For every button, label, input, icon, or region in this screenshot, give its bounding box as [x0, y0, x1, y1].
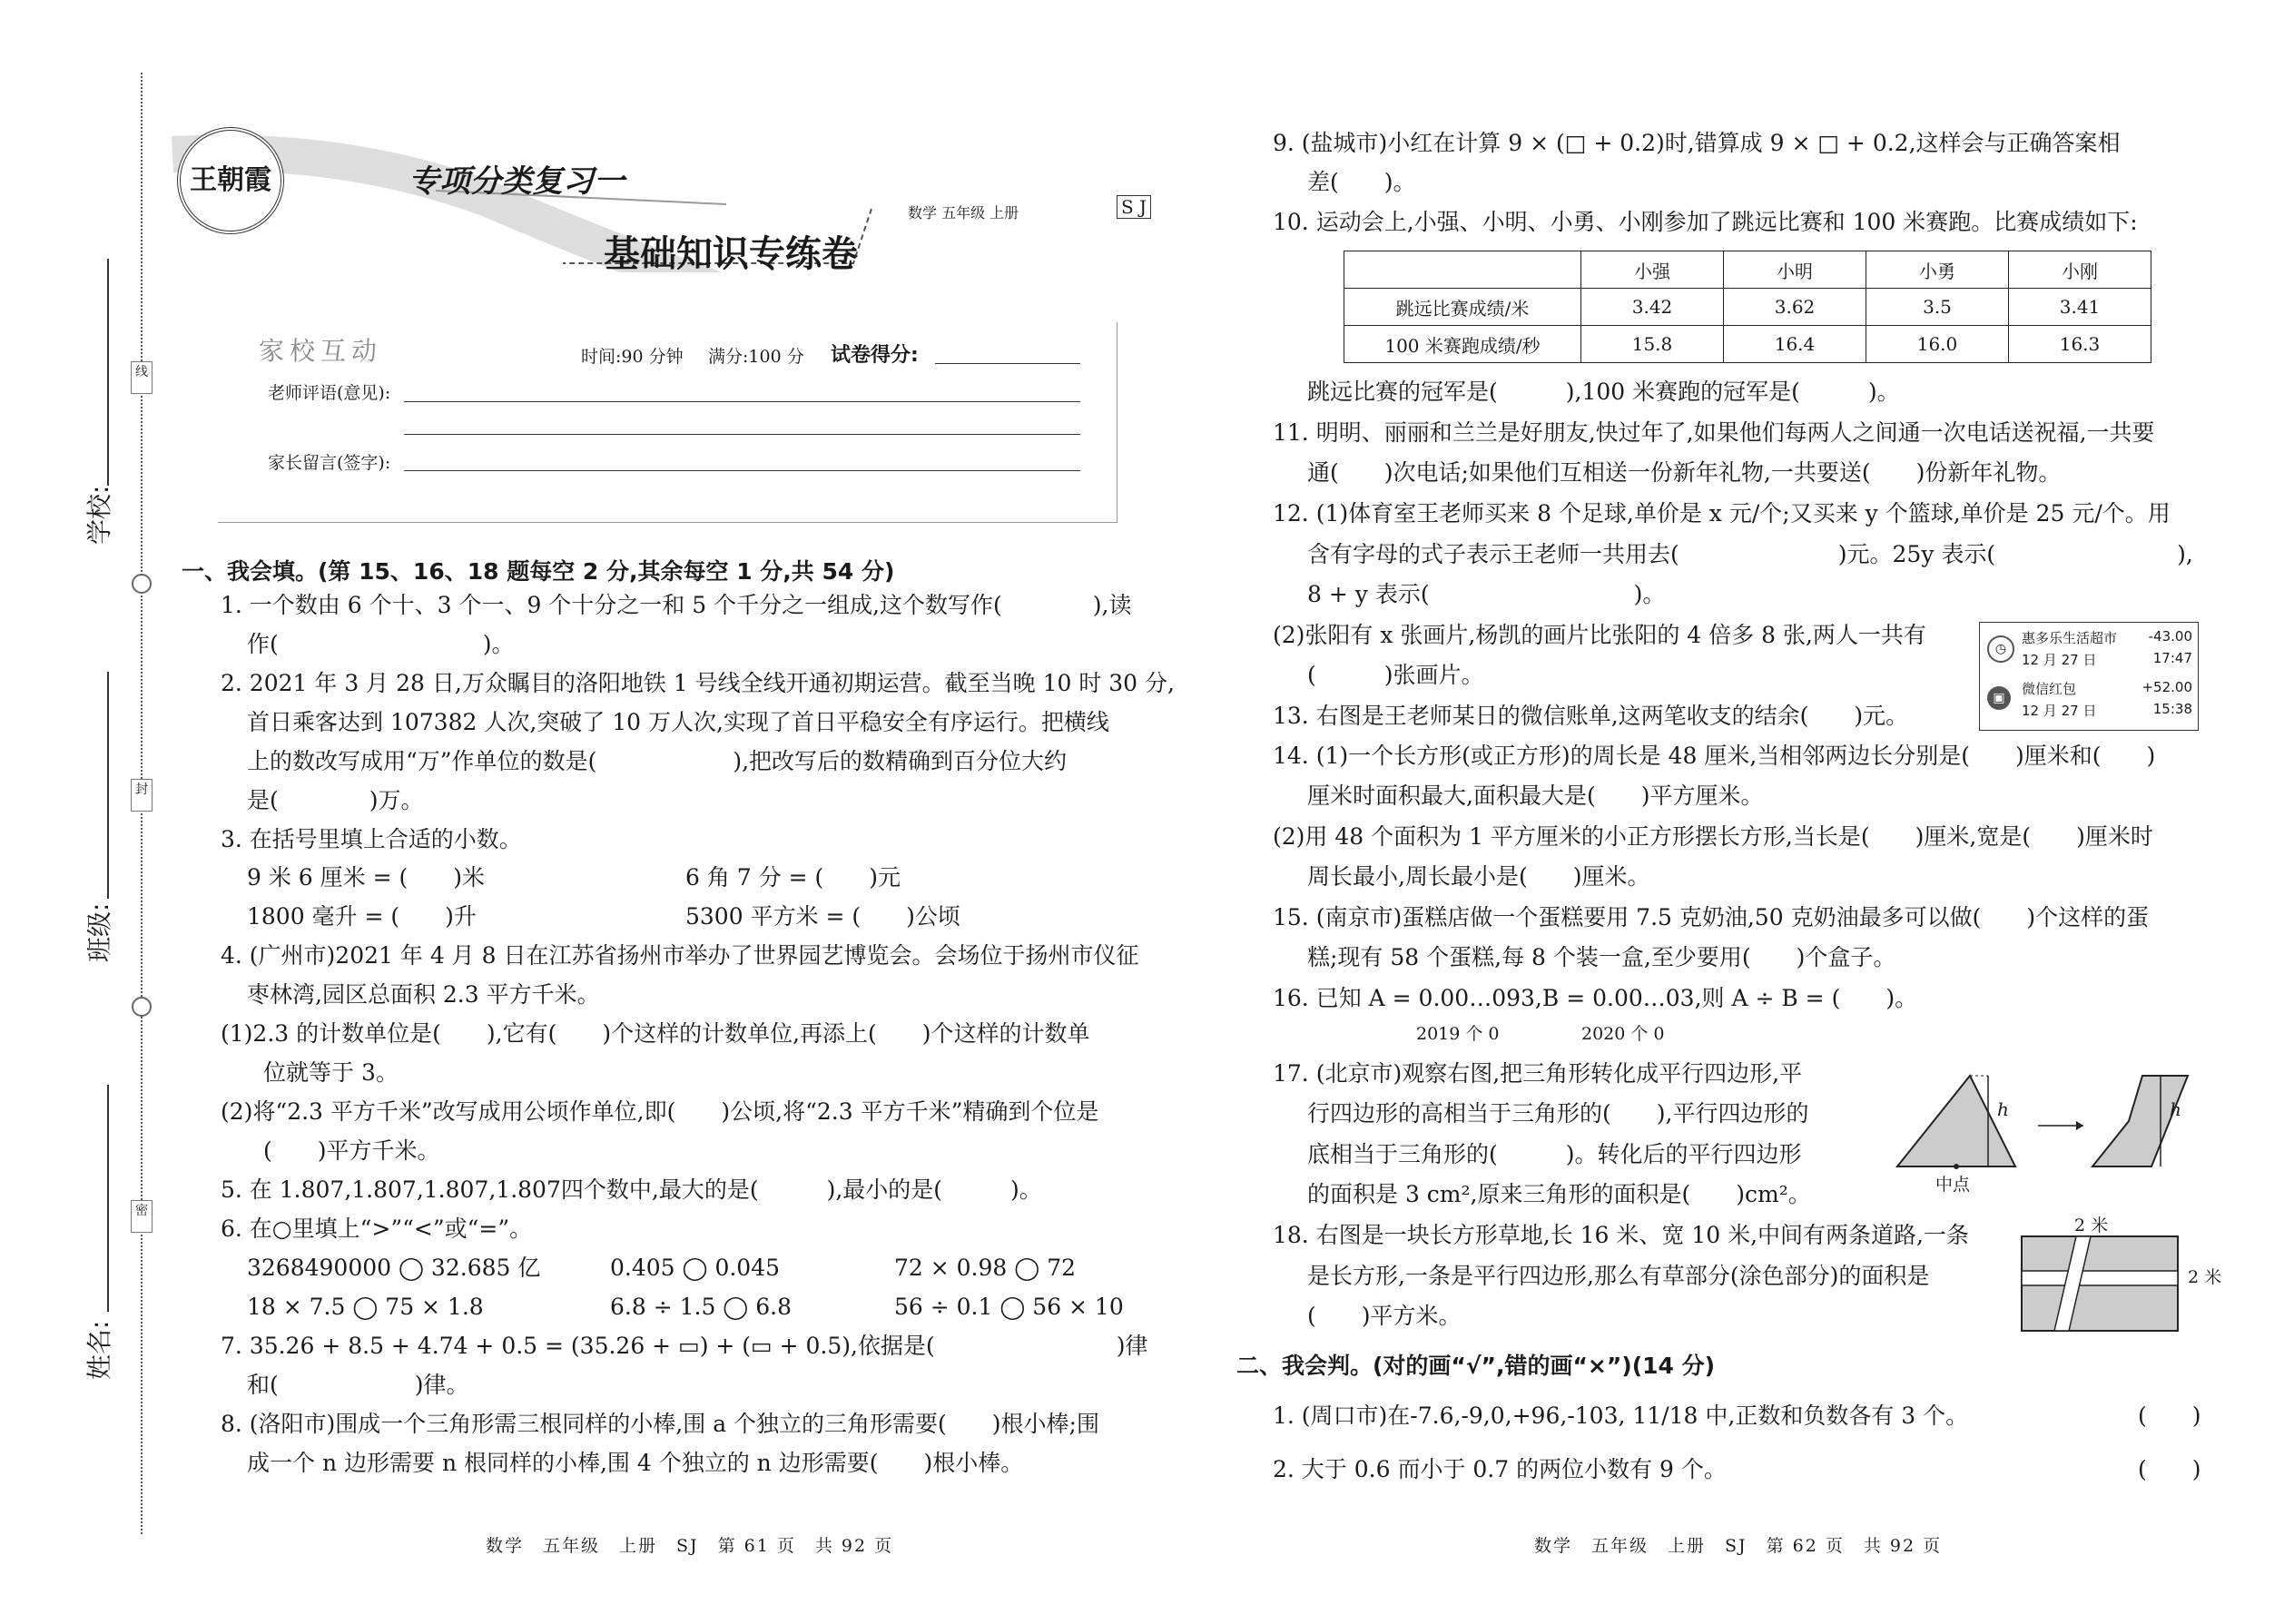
question-line: (1)2.3 的计数单位是( ),它有( )个这样的计数单位,再添上( )个这样的计数单: [221, 1020, 1090, 1047]
bill-date: 12 月 27 日: [2022, 652, 2097, 668]
question-line: 14. (1)一个长方形(或正方形)的周长是 48 厘米,当相邻两边长分别是( )厘米和( ): [1273, 743, 2156, 769]
question-line: 周长最小,周长最小是( )厘米。: [1307, 863, 1650, 890]
q16-sublabel: 2020 个 0: [1581, 1024, 1665, 1044]
binding-hole: [132, 997, 152, 1017]
bill-amount: -43.00: [2148, 628, 2192, 645]
q6-item: 18 × 7.5 ◯ 75 × 1.8: [247, 1294, 484, 1320]
q16-sublabel: 2019 个 0: [1416, 1024, 1500, 1044]
question-line: 是长方形,一条是平行四边形,那么有草部分(涂色部分)的面积是: [1307, 1263, 1930, 1289]
parent-message-label: 家长留言(签字):: [268, 453, 391, 473]
question-line: 跳远比赛的冠军是( ),100 米赛跑的冠军是( )。: [1307, 379, 1900, 405]
question-line: (2)将“2.3 平方千米”改写成用公顷作单位,即( )公顷,将“2.3 平方千米”精确到个位是: [221, 1098, 1099, 1125]
judge-answer-paren[interactable]: ( ): [2138, 1456, 2201, 1482]
red-packet-icon: ▣: [1987, 686, 2011, 710]
question-line: 17. (北京市)观察右图,把三角形转化成平行四边形,平: [1273, 1060, 1803, 1087]
table-cell: 15.8: [1581, 326, 1724, 363]
table-header-cell: 小勇: [1866, 251, 2009, 289]
bill-time: 15:38: [2152, 701, 2192, 717]
question-line: 12. (1)体育室王老师买来 8 个足球,单价是 x 元/个;又买来 y 个篮球,单价是 25 元/个。用: [1273, 500, 2171, 527]
question-line: 作( )。: [247, 631, 515, 657]
table-cell: 16.0: [1866, 326, 2009, 363]
triangle-parallelogram-figure: [1888, 1067, 2197, 1194]
table-header-cell: 小强: [1581, 251, 1724, 289]
midpoint-label: 中点: [1935, 1175, 1971, 1195]
school-label: 学校:: [84, 485, 114, 545]
question-line: (2)用 48 个面积为 1 平方厘米的小正方形摆长方形,当长是( )厘米,宽是( )厘米时: [1273, 823, 2153, 850]
table-cell: 16.4: [1724, 326, 1866, 363]
judge-item: 1. (周口市)在-7.6,-9,0,+96,-103, 11/18 中,正数和负数各有 3 个。: [1273, 1403, 1969, 1429]
teacher-comment-label: 老师评语(意见):: [268, 383, 391, 403]
question-line: 位就等于 3。: [263, 1059, 399, 1086]
q6-item: 56 ÷ 0.1 ◯ 56 × 10: [894, 1294, 1124, 1320]
bill-amount: +52.00: [2141, 679, 2192, 695]
table-cell: 3.62: [1724, 289, 1866, 326]
question-line: ( )平方米。: [1307, 1303, 1462, 1329]
parent-message-line[interactable]: [404, 470, 1080, 471]
question-line: 11. 明明、丽丽和兰兰是好朋友,快过年了,如果他们每两人之间通一次电话送祝福,一共要: [1273, 419, 2155, 446]
paper-title: 基础知识专练卷: [604, 233, 858, 275]
question-line: 8 + y 表示( )。: [1307, 581, 1666, 607]
question-line: 18. 右图是一块长方形草地,长 16 米、宽 10 米,中间有两条道路,一条: [1273, 1222, 1969, 1248]
height-label: h: [2170, 1098, 2181, 1120]
table-row: [1344, 326, 2151, 363]
binding-tag: 封: [131, 779, 153, 812]
section-1-heading: 一、我会填。(第 15、16、18 题每空 2 分,其余每空 1 分,共 54 分): [182, 558, 895, 585]
bill-payee: 惠多乐生活超市: [2022, 630, 2118, 646]
question-line: 3. 在括号里填上合适的小数。: [221, 826, 522, 852]
section-2-heading: 二、我会判。(对的画“√”,错的画“×”)(14 分): [1236, 1353, 1716, 1379]
table-cell: 100 米赛跑成绩/秒: [1344, 326, 1581, 363]
question-line: 15. (南京市)蛋糕店做一个蛋糕要用 7.5 克奶油,50 克奶油最多可以做( )个这样的蛋: [1273, 904, 2150, 930]
question-line: (2)张阳有 x 张画片,杨凯的画片比张阳的 4 倍多 8 张,两人一共有: [1273, 622, 1926, 648]
question-line: ( )平方千米。: [263, 1137, 440, 1164]
question-line: 通( )次电话;如果他们互相送一份新年礼物,一共要送( )份新年礼物。: [1307, 459, 2062, 486]
binding-hole: [132, 574, 152, 594]
question-line: 首日乘客达到 107382 人次,突破了 10 万人次,实现了首日平稳安全有序运行。把横线: [247, 709, 1109, 735]
table-cell: 16.3: [2009, 326, 2151, 363]
question-line: 枣林湾,园区总面积 2.3 平方千米。: [247, 981, 600, 1008]
clock-icon: ◷: [1987, 635, 2014, 663]
question-line: 和( )律。: [247, 1372, 469, 1398]
table-row: [1344, 289, 2151, 326]
left-page-footer: 数学 五年级 上册 SJ 第 61 页 共 92 页: [486, 1536, 894, 1556]
question-line: 行四边形的高相当于三角形的( ),平行四边形的: [1307, 1100, 1809, 1127]
road-width-label: 2 米: [2074, 1216, 2109, 1235]
height-label: h: [1997, 1098, 2009, 1120]
logo-text: 王朝霞: [190, 164, 271, 196]
question-line: 16. 已知 A = 0.00…093,B = 0.00…03,则 A ÷ B = ( )。: [1273, 985, 1918, 1011]
exam-time: 时间:90 分钟: [581, 347, 684, 367]
question-line: 厘米时面积最大,面积最大是( )平方厘米。: [1307, 782, 1764, 809]
bill-time: 17:47: [2152, 650, 2192, 666]
q6-item: 3268490000 ◯ 32.685 亿: [247, 1255, 541, 1281]
question-line: 差( )。: [1307, 169, 1416, 195]
binding-tag: 线: [131, 361, 153, 394]
question-line: 的面积是 3 cm²,原来三角形的面积是( )cm²。: [1307, 1181, 1811, 1207]
right-page-footer: 数学 五年级 上册 SJ 第 62 页 共 92 页: [1534, 1536, 1943, 1556]
question-line: 成一个 n 边形需要 n 根同样的小棒,围 4 个独立的 n 边形需要( )根小棒。: [247, 1450, 1024, 1476]
question-line: 10. 运动会上,小强、小明、小勇、小刚参加了跳远比赛和 100 米赛跑。比赛成绩如下:: [1273, 209, 2138, 235]
question-line: 糕;现有 58 个蛋糕,每 8 个装一盒,至少要用( )个盒子。: [1307, 944, 1896, 970]
table-header-cell: 小刚: [2009, 251, 2151, 289]
name-label: 姓名:: [84, 1320, 114, 1380]
q3-item: 6 角 7 分 = ( )元: [685, 864, 901, 891]
teacher-comment-line[interactable]: [404, 401, 1080, 402]
edition-tag: S J: [1117, 195, 1151, 219]
q3-item: 5300 平方米 = ( )公顷: [685, 903, 960, 930]
road-width-label: 2 米: [2188, 1267, 2222, 1287]
full-marks: 满分:100 分: [708, 347, 804, 367]
bill-entry: [1985, 679, 2192, 724]
table-header-cell: 小明: [1724, 251, 1866, 289]
wechat-bill: [1979, 622, 2199, 731]
q3-item: 1800 毫升 = ( )升: [247, 903, 477, 930]
question-line: 13. 右图是王老师某日的微信账单,这两笔收支的结余( )元。: [1273, 703, 1909, 729]
question-line: 含有字母的式子表示王老师一共用去( )元。25y 表示( ),: [1307, 541, 2193, 567]
question-line: 1. 一个数由 6 个十、3 个一、9 个十分之一和 5 个千分之一组成,这个数写作( ),读: [221, 592, 1132, 618]
q6-item: 72 × 0.98 ◯ 72: [894, 1255, 1076, 1281]
question-line: 4. (广州市)2021 年 4 月 8 日在江苏省扬州市举办了世界园艺博览会。会场位于扬州市仪征: [221, 942, 1139, 969]
question-line: 2. 2021 年 3 月 28 日,万众瞩目的洛阳地铁 1 号线全线开通初期运营。截至当晚 10 时 30 分,: [221, 670, 1175, 696]
table-cell: 跳远比赛成绩/米: [1344, 289, 1581, 326]
logo-seal: [177, 127, 284, 234]
judge-answer-paren[interactable]: ( ): [2138, 1403, 2201, 1429]
table-header-row: [1344, 251, 2151, 289]
bill-entry: [1985, 628, 2192, 674]
question-line: 7. 35.26 + 8.5 + 4.74 + 0.5 = (35.26 + ▭) + (▭ + 0.5),依据是( )律: [221, 1333, 1148, 1359]
class-label: 班级:: [84, 902, 114, 962]
question-line: 6. 在○里填上“>”“<”或“=”。: [221, 1216, 533, 1242]
home-school-label: 家校互动: [259, 336, 383, 366]
q3-item: 9 米 6 厘米 = ( )米: [247, 864, 486, 891]
score-label: 试卷得分:: [831, 344, 919, 367]
question-line: 上的数改写成用“万”作单位的数是( ),把改写后的数精确到百分位大约: [247, 748, 1068, 774]
binding-tag: 密: [131, 1200, 153, 1233]
q6-item: 0.405 ◯ 0.045: [610, 1255, 781, 1281]
question-line: 9. (盐城市)小红在计算 9 × (□ + 0.2)时,错算成 9 × □ + 0.2,这样会与正确答案相: [1273, 130, 2121, 156]
judge-item: 2. 大于 0.6 而小于 0.7 的两位小数有 9 个。: [1273, 1456, 1727, 1482]
table-header-cell: [1344, 251, 1581, 289]
question-line: 8. (洛阳市)围成一个三角形需三根同样的小棒,围 a 个独立的三角形需要( )根小棒;围: [221, 1411, 1099, 1437]
question-line: ( )张画片。: [1307, 662, 1484, 688]
bill-date: 12 月 27 日: [2022, 703, 2097, 719]
score-line[interactable]: [935, 363, 1080, 364]
q6-item: 6.8 ÷ 1.5 ◯ 6.8: [610, 1294, 792, 1320]
subject-tag: 数学 五年级 上册: [908, 204, 1019, 221]
class-line: [107, 672, 109, 899]
lawn-figure: [2020, 1235, 2183, 1334]
name-line: [107, 1085, 109, 1312]
question-line: 5. 在 1.807,1.807,1.807,1.807四个数中,最大的是( ),最小的是( )。: [221, 1176, 1042, 1203]
table-cell: 3.42: [1581, 289, 1724, 326]
series-title: 专项分类复习一: [409, 163, 625, 200]
table-cell: 3.41: [2009, 289, 2151, 326]
bill-payee: 微信红包: [2022, 681, 2077, 697]
results-table: [1344, 251, 2151, 363]
teacher-comment-line-2[interactable]: [404, 434, 1080, 435]
school-line: [107, 259, 109, 486]
question-line: 是( )万。: [247, 787, 424, 813]
question-line: 底相当于三角形的( )。转化后的平行四边形: [1307, 1141, 1802, 1167]
table-cell: 3.5: [1866, 289, 2009, 326]
